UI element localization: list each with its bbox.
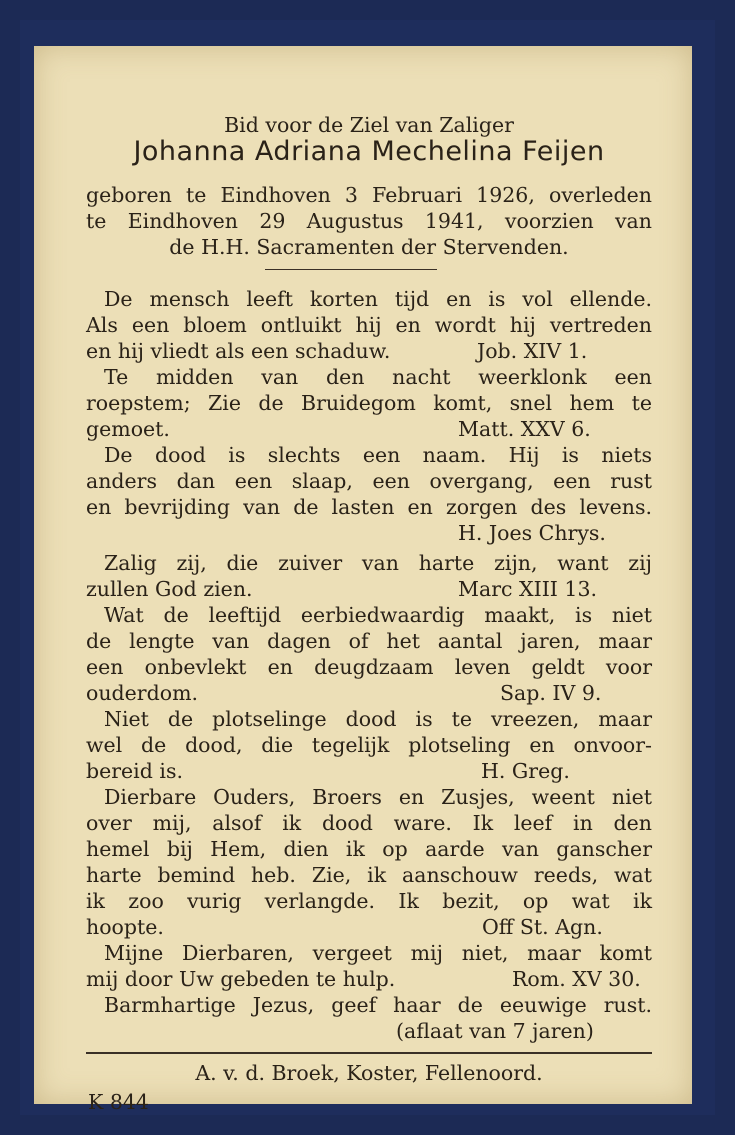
birth-death-line-2: te Eindhoven 29 Augustus 1941, voorzien van: [86, 209, 652, 233]
memorial-card-border: [20, 20, 715, 1115]
birth-death-line-1: geboren te Eindhoven 3 Februari 1926, overleden: [86, 183, 652, 207]
scripture-reference: H. Greg.: [481, 759, 570, 783]
scripture-reference: Matt. XXV 6.: [458, 417, 591, 441]
verse-line: over mij, alsof ik dood ware. Ik leef in den: [86, 811, 652, 835]
verse-line: zullen God zien.: [86, 577, 253, 601]
verse-line: Niet de plotselinge dood is te vreezen, maar: [104, 707, 652, 731]
indulgence-note: (aflaat van 7 jaren): [396, 1019, 594, 1043]
verse-line: Mijne Dierbaren, vergeet mij niet, maar komt: [104, 941, 652, 965]
verse-line: roepstem; Zie de Bruidegom komt, snel hem te: [86, 391, 652, 415]
verse-line: mij door Uw gebeden te hulp.: [86, 967, 396, 991]
verse-line: De dood is slechts een naam. Hij is niets: [104, 443, 652, 467]
verse-line: bereid is.: [86, 759, 183, 783]
verse-line: een onbevlekt en deugdzaam leven geldt voor: [86, 655, 652, 679]
scripture-reference: Marc XIII 13.: [458, 577, 598, 601]
verse-line: wel de dood, die tegelijk plotseling en onvoor-: [86, 733, 652, 757]
verse-line: hoopte.: [86, 915, 164, 939]
scripture-reference: Off St. Agn.: [482, 915, 603, 939]
scripture-reference: Sap. IV 9.: [500, 681, 602, 705]
verse-line: Als een bloem ontluikt hij en wordt hij vertreden: [86, 313, 652, 337]
verse-line: Te midden van den nacht weerklonk een: [104, 365, 652, 389]
footer-divider: [86, 1052, 652, 1054]
memorial-card-paper: [34, 46, 692, 1114]
scripture-reference: H. Joes Chrys.: [458, 521, 606, 545]
catalog-number: K 844: [88, 1090, 149, 1114]
verse-line: anders dan een slaap, een overgang, een rust: [86, 469, 652, 493]
scripture-reference: Rom. XV 30.: [512, 967, 641, 991]
verse-line: Wat de leeftijd eerbiedwaardig maakt, is niet: [104, 603, 652, 627]
verse-line: ouderdom.: [86, 681, 199, 705]
verse-line: gemoet.: [86, 417, 170, 441]
verse-line: Dierbare Ouders, Broers en Zusjes, weent niet: [104, 785, 652, 809]
header-divider: [265, 269, 437, 270]
scripture-reference: Job. XIV 1.: [477, 339, 588, 363]
closing-prayer: Barmhartige Jezus, geef haar de eeuwige rust.: [104, 993, 652, 1017]
verse-line: en bevrijding van de lasten en zorgen des levens.: [86, 495, 652, 519]
verse-line: Zalig zij, die zuiver van harte zijn, want zij: [104, 551, 652, 575]
verse-line: de lengte van dagen of het aantal jaren, maar: [86, 629, 652, 653]
verse-line: hemel bij Hem, dien ik op aarde van ganscher: [86, 837, 652, 861]
printer-line: A. v. d. Broek, Koster, Fellenoord.: [195, 1061, 543, 1085]
invocation-line: Bid voor de Ziel van Zaliger: [224, 113, 514, 137]
verse-line: ik zoo vurig verlangde. Ik bezit, op wat ik: [86, 889, 652, 913]
verse-line: en hij vliedt als een schaduw.: [86, 339, 391, 363]
verse-line: De mensch leeft korten tijd en is vol ellende.: [104, 287, 652, 311]
birth-death-line-3: de H.H. Sacramenten der Stervenden.: [169, 235, 569, 259]
verse-line: harte bemind heb. Zie, ik aanschouw reeds, wat: [86, 863, 652, 887]
deceased-name: Johanna Adriana Mechelina Feijen: [133, 136, 605, 167]
